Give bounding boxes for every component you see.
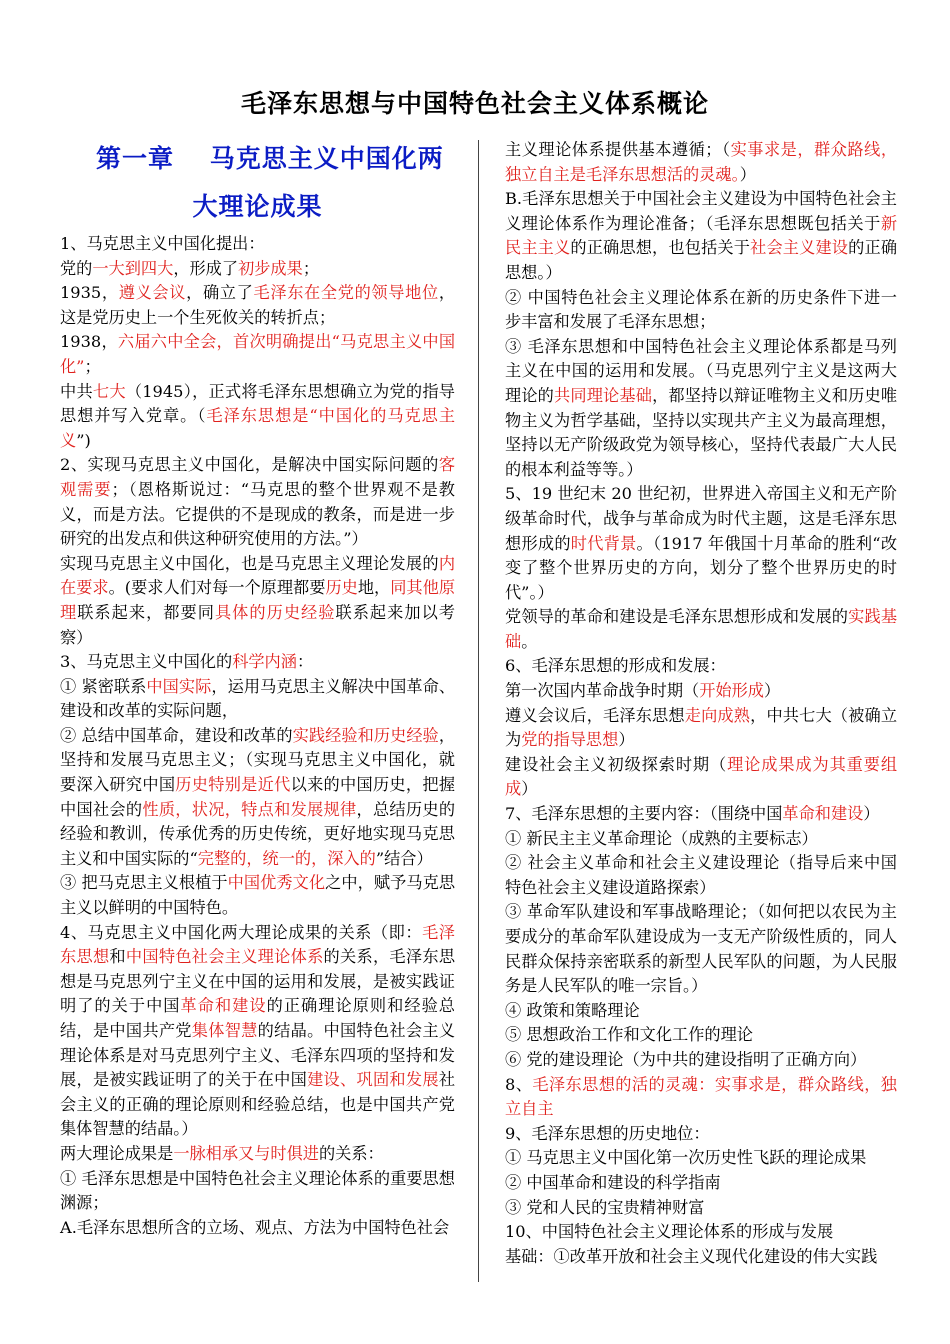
body-text: 9、毛泽东思想的历史地位： xyxy=(505,1123,710,1143)
paragraph xyxy=(505,1196,897,1221)
highlight-text: 一大到四大 xyxy=(92,258,174,278)
highlight-text: 科学内涵 xyxy=(232,652,297,672)
body-text: ，中共七大（被确立为 xyxy=(505,705,898,750)
highlight-text: 性质，状况，特点和发展规律 xyxy=(142,799,357,819)
highlight-text: 中国实际 xyxy=(146,676,212,696)
highlight-text: 实践基础 xyxy=(505,607,898,651)
paragraph xyxy=(505,851,897,900)
body-text: ，总结历史的经验和教训，传承优秀的历史传统，更好地实现马克思主义和中国实际的“ xyxy=(60,799,456,868)
body-text: ② 中国特色社会主义理论体系在新的历史条件下进一步丰富和发展了毛泽东思想； xyxy=(505,287,897,332)
highlight-text: 具体的历史经验 xyxy=(214,602,336,622)
body-text: ； xyxy=(302,258,319,278)
body-text: ”) xyxy=(76,430,91,450)
highlight-text: 革命和建设 xyxy=(782,804,864,824)
paragraph xyxy=(505,753,897,802)
body-text: 大理论成果 xyxy=(192,192,323,221)
highlight-text: 中国优秀文化 xyxy=(227,873,326,893)
highlight-text: 首次明确提出“马克思主义中国化” xyxy=(60,332,456,376)
paragraph xyxy=(505,1220,897,1245)
paragraph xyxy=(505,999,897,1024)
body-text: ） xyxy=(521,779,538,799)
body-text: ） xyxy=(739,164,756,184)
body-text: ② 中国革命和建设的科学指南 xyxy=(505,1172,721,1192)
body-text: 1、马克思主义中国化提出： xyxy=(60,234,265,253)
highlight-text: 实践经验和历史经验 xyxy=(292,725,439,745)
body-text: B.毛泽东思想关于中国社会主义建设为中国特色社会主义理论体系作为理论准备；（毛泽东思想既包括关于 xyxy=(505,189,897,233)
paragraph xyxy=(505,827,897,852)
paragraph xyxy=(505,679,897,704)
paragraph xyxy=(60,453,455,551)
highlight-text: 完整的，统一的，深入的 xyxy=(197,848,376,868)
body-text: ，确立了 xyxy=(186,283,254,303)
body-text: ⑤ 思想政治工作和文化工作的理论 xyxy=(505,1025,753,1045)
document-title: 毛泽东思想与中国特色社会主义体系概论 xyxy=(240,89,709,118)
body-text: 6、毛泽东思想的形成和发展： xyxy=(505,656,726,676)
body-text: 联系起来，都要同 xyxy=(77,602,215,622)
body-text: ③ 把马克思主义根植于 xyxy=(60,873,228,893)
body-text: 10、中国特色社会主义理论体系的形成与发展 xyxy=(505,1222,834,1242)
body-text: 党的 xyxy=(60,258,93,278)
highlight-text: ， xyxy=(216,332,233,352)
body-text: 联系起来加以考察） xyxy=(60,602,455,647)
highlight-text: 内在要求 xyxy=(60,553,455,598)
paragraph xyxy=(505,1073,897,1122)
body-text: 。(要求人们对每一个原理都要 xyxy=(108,578,326,598)
paragraph xyxy=(505,704,897,753)
body-text: ③ 党和人民的宝贵精神财富 xyxy=(505,1197,705,1217)
body-text: 建设社会主义初级探索时期（ xyxy=(505,754,728,774)
chapter-heading xyxy=(60,190,455,224)
paragraph xyxy=(505,900,897,998)
paragraph xyxy=(60,675,455,724)
body-text: ① 毛泽东思想是中国特色社会主义理论体系的重要思想渊源； xyxy=(60,1168,455,1213)
body-text: 1935， xyxy=(60,283,119,303)
highlight-text: 新民主主义 xyxy=(505,213,897,258)
highlight-text: 同其他原理 xyxy=(60,578,456,622)
body-text: ⑥ 党的建设理论（为中共的建设指明了正确方向） xyxy=(505,1049,867,1069)
highlight-text: 中国特色社会主义理论体系 xyxy=(125,947,324,967)
paragraph xyxy=(60,724,455,872)
body-text: ： xyxy=(296,652,314,672)
paragraph xyxy=(60,232,455,257)
paragraph xyxy=(505,335,897,483)
highlight-text: 历史特别是近代 xyxy=(175,775,291,795)
paragraph xyxy=(60,1142,455,1167)
paragraph xyxy=(60,650,455,675)
body-text: 第一章 马克思主义中国化两 xyxy=(96,144,444,173)
highlight-text: 六届六中全会 xyxy=(117,332,217,352)
body-text: ③ 革命军队建设和军事战略理论；（如何把以农民为主要成分的革命军队建设成为一支无产阶级性质的，同人民群众保持亲密联系的新型人民军队的问题，为人民服务是人民军队的唯一宗旨。） xyxy=(505,902,897,996)
body-text: ） xyxy=(618,730,635,750)
paragraph xyxy=(505,1245,897,1270)
body-text: 的正确思想，也包括关于 xyxy=(570,238,751,258)
paragraph xyxy=(505,605,897,654)
body-text: 8、 xyxy=(505,1074,533,1094)
body-text: 的正确思想。） xyxy=(505,238,898,282)
body-text: ① 紧密联系 xyxy=(60,676,147,696)
body-text: 社会主义的正确的理论原则和经验总结，也是中国共产党集体智慧的结晶。） xyxy=(60,1070,456,1139)
body-text: ； xyxy=(84,356,101,376)
body-text: 主义理论体系提供基本遵循；（ xyxy=(505,140,731,159)
body-text: ，坚持和发展马克思主义；（实现马克思主义中国化，就要深入研究中国 xyxy=(60,725,455,795)
body-text: 之中，赋予马克思主义以鲜明的中国特色。 xyxy=(60,873,456,918)
paragraph xyxy=(505,138,897,187)
highlight-text: 建设、巩固和发展 xyxy=(307,1070,439,1090)
highlight-text: 初步成果 xyxy=(238,258,303,278)
paragraph xyxy=(60,921,455,1142)
body-text: 党领导的革命和建设是毛泽东思想形成和发展的 xyxy=(505,607,849,627)
body-text: ） xyxy=(764,681,781,701)
body-text: ④ 政策和策略理论 xyxy=(505,1000,640,1020)
body-text: （1945），正式将毛泽东思想确立为党的指导思想并写入党章。（ xyxy=(60,381,455,426)
body-text: 7、毛泽东思想的主要内容：（围绕中国 xyxy=(505,804,783,824)
highlight-text: 集体智慧 xyxy=(191,1021,258,1040)
body-text: 的结晶。中国特色社会主义理论体系是对马克思列宁主义、毛泽东四项的坚持和发展，是被实践证明了的关于在中国 xyxy=(60,1021,456,1090)
highlight-text: 毛泽东在全党的领导地位 xyxy=(253,283,439,303)
highlight-text: 毛泽东思想是“中国化的马克思主义 xyxy=(60,406,456,450)
paragraph xyxy=(505,1146,897,1171)
body-text: 实现马克思主义中国化，也是马克思主义理论发展的 xyxy=(60,553,439,573)
body-text: ① 新民主主义革命理论（成熟的主要标志） xyxy=(505,828,818,848)
paragraph xyxy=(505,654,897,679)
paragraph xyxy=(60,281,455,330)
highlight-text: 党的指导思想 xyxy=(521,730,619,750)
right-column xyxy=(505,138,897,1269)
highlight-text: 理论成果成为其重要组成 xyxy=(505,754,898,799)
highlight-text: 革命和建设 xyxy=(180,996,267,1016)
paragraph xyxy=(60,1216,455,1241)
highlight-text: 历史 xyxy=(325,578,358,598)
body-text: 和 xyxy=(109,947,126,967)
highlight-text: 一脉相承又与时俱进 xyxy=(173,1143,319,1163)
left-column xyxy=(60,138,455,1240)
body-text: 地， xyxy=(357,578,391,598)
paragraph xyxy=(505,286,897,335)
paragraph xyxy=(60,257,455,282)
body-text: 2、实现马克思主义中国化，是解决中国实际问题的 xyxy=(60,455,439,475)
paragraph xyxy=(60,330,455,379)
body-text: 的关系： xyxy=(319,1143,384,1163)
body-text: ② 总结中国革命，建设和改革的 xyxy=(60,725,293,745)
body-text: ③ 毛泽东思想和中国特色社会主义理论体系都是马列主义在中国的运用和发展。（马克思列宁主义是这两大理论的 xyxy=(505,336,897,405)
body-text: ”结合） xyxy=(375,848,433,868)
body-text: ） xyxy=(863,804,880,824)
highlight-text: 遵义会议 xyxy=(118,283,187,303)
highlight-text: 七大 xyxy=(92,381,126,401)
paragraph xyxy=(60,1167,455,1216)
body-text: A.毛泽东思想所含的立场、观点、方法为中国特色社会 xyxy=(60,1217,450,1237)
highlight-text: 开始形成 xyxy=(699,681,764,701)
body-text: ② 社会主义革命和社会主义建设理论（指导后来中国特色社会主义建设道路探索） xyxy=(505,853,897,897)
paragraph xyxy=(60,871,455,920)
body-text: ① 马克思主义中国化第一次历史性飞跃的理论成果 xyxy=(505,1148,867,1168)
paragraph xyxy=(505,1023,897,1048)
body-text: ，形成了 xyxy=(173,258,239,278)
body-text: 3、马克思主义中国化的 xyxy=(60,652,233,672)
highlight-text: 共同理论基础 xyxy=(554,385,653,405)
paragraph xyxy=(505,187,897,285)
body-text: 。（1917 年俄国十月革命的胜利“改变了整个世界历史的方向，划分了整个世界历史的时代”。） xyxy=(505,533,898,602)
body-text: 。 xyxy=(521,631,538,651)
body-text: ，都坚持以辩证唯物主义和历史唯物主义为哲学基础，坚持以实现共产主义为最高理想，坚持以无产阶级政党为领导核心，坚持代表最广大人民的根本利益等等。） xyxy=(505,385,898,479)
body-text: 以来的中国历史，把握中国社会的 xyxy=(60,775,456,819)
highlight-text: 客观需要 xyxy=(60,455,455,499)
paragraph xyxy=(505,482,897,605)
paragraph xyxy=(60,552,455,650)
chapter-heading xyxy=(60,142,455,176)
body-text: ，这是党历史上一个生死攸关的转折点； xyxy=(60,283,456,327)
body-text: ，运用马克思主义解决中国革命、建设和改革的实际问题， xyxy=(60,676,456,721)
highlight-text: 实事求是，群众路线，独立自主是毛泽东思想活的灵魂。 xyxy=(505,140,898,184)
highlight-text: 走向成熟 xyxy=(684,705,751,725)
paragraph xyxy=(505,1122,897,1147)
body-text: ；（恩格斯说过：“马克思的整个世界观不是教义，而是方法。它提供的不是现成的教条，而是进一步研究的出发点和供这种研究使用的方法。”） xyxy=(60,479,455,549)
body-text: 的正确理论原则和经验总结，是中国共产党 xyxy=(60,996,455,1040)
body-text: 4、马克思主义中国化两大理论成果的关系（即： xyxy=(60,922,423,942)
highlight-text: 毛泽东思想的活的灵魂：实事求是，群众路线，独立自主 xyxy=(505,1074,897,1119)
paragraph xyxy=(505,1171,897,1196)
body-text: 中共 xyxy=(60,381,93,401)
body-text: 遵义会议后，毛泽东思想 xyxy=(505,705,685,725)
highlight-text: 时代背景 xyxy=(570,533,637,553)
paragraph xyxy=(60,380,455,454)
body-text: 基础：①改革开放和社会主义现代化建设的伟大实践 xyxy=(505,1246,878,1266)
highlight-text: 社会主义建设 xyxy=(750,238,849,258)
body-text: 的关系，毛泽东思想是马克思列宁主义在中国的运用和发展，是被实践证明了的关于中国 xyxy=(60,947,456,1016)
body-text: 两大理论成果是 xyxy=(60,1143,174,1163)
column-divider xyxy=(478,140,479,1282)
highlight-text: 毛泽东思想 xyxy=(60,922,455,967)
paragraph xyxy=(505,802,897,827)
body-text: 第一次国内革命战争时期（ xyxy=(505,681,700,701)
body-text: 1938， xyxy=(60,332,118,352)
body-text: 5、19 世纪末 20 世纪初，世界进入帝国主义和无产阶级革命时代，战争与革命成为时代主题，这是毛泽东思想形成的 xyxy=(505,484,897,553)
paragraph xyxy=(505,1048,897,1073)
